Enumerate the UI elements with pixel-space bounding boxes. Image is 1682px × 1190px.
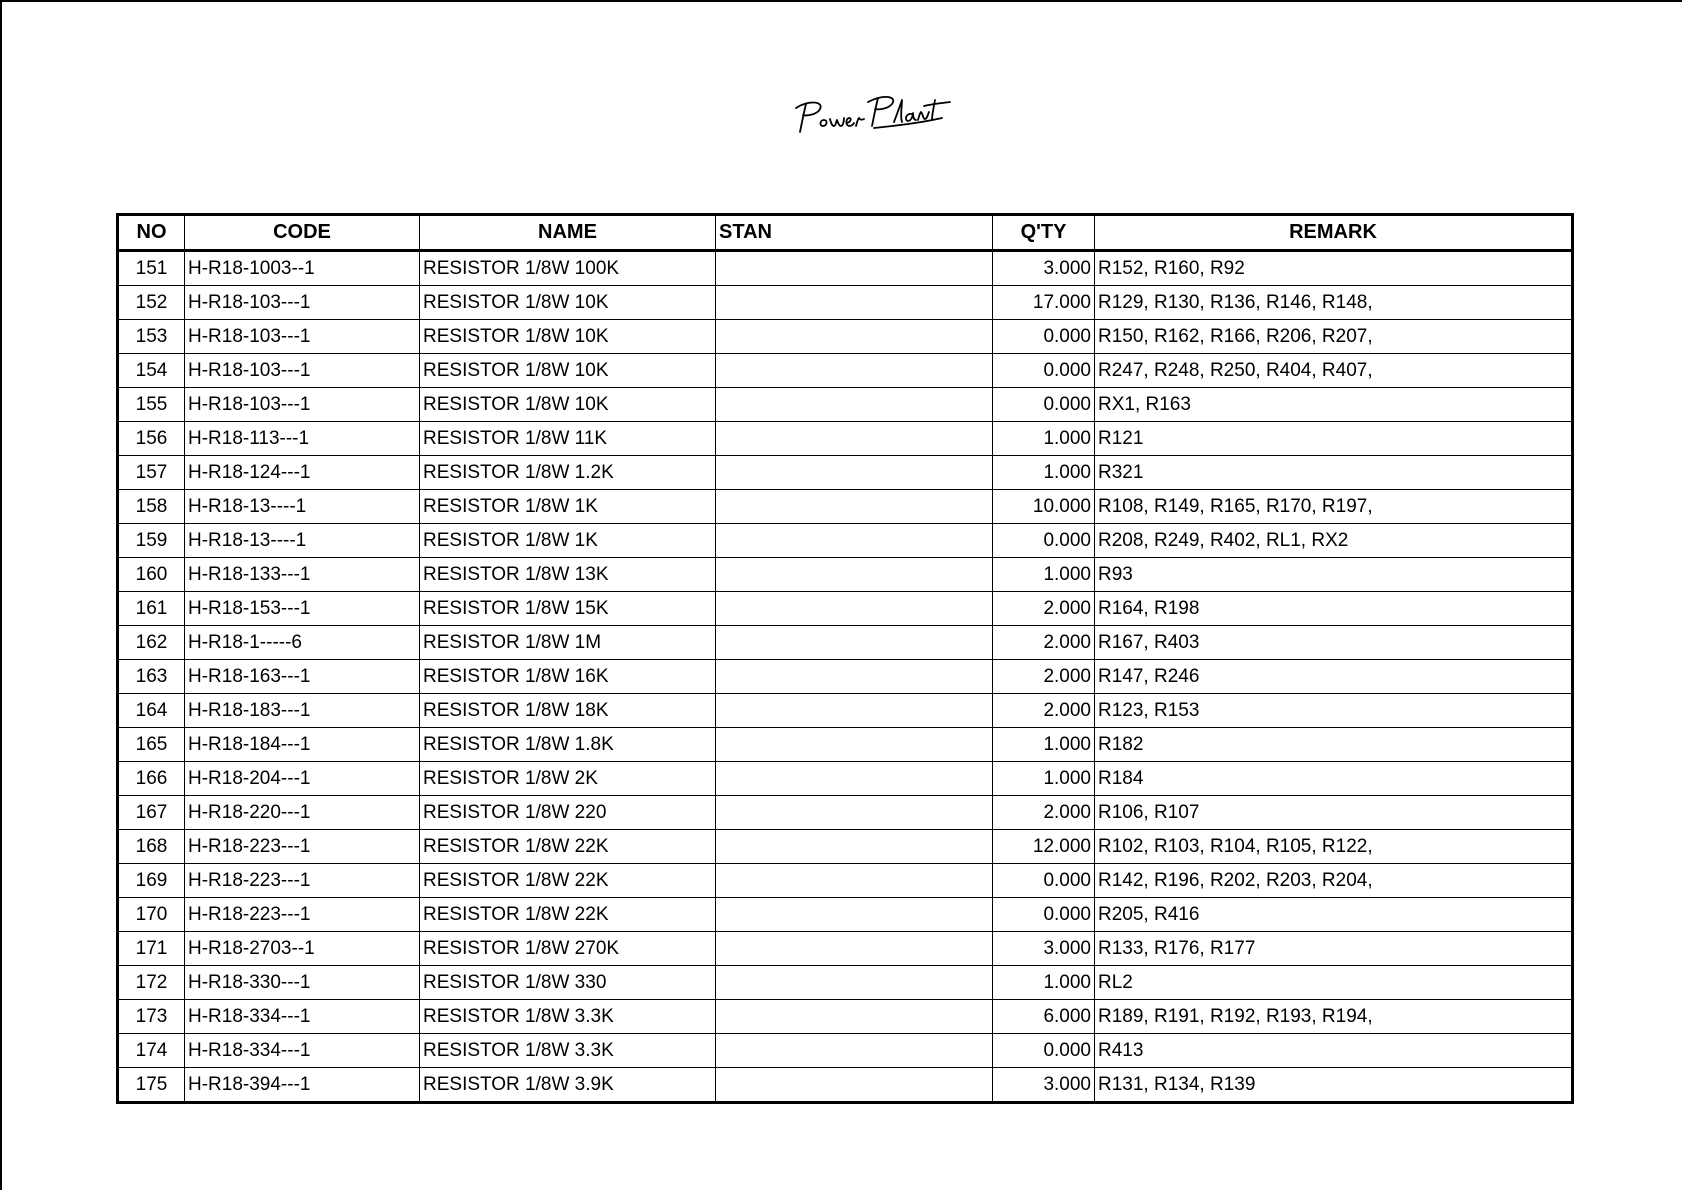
table-row — [118, 762, 1573, 796]
cell-name: RESISTOR 1/8W 10K — [420, 388, 716, 422]
cell-code: H-R18-103---1 — [185, 286, 420, 320]
cell-qty: 0.000 — [993, 1034, 1095, 1068]
cell-no: 170 — [118, 898, 185, 932]
table-row — [118, 524, 1573, 558]
cell-name: RESISTOR 1/8W 100K — [420, 251, 716, 286]
cell-code: H-R18-163---1 — [185, 660, 420, 694]
cell-name: RESISTOR 1/8W 330 — [420, 966, 716, 1000]
table-row — [118, 490, 1573, 524]
cell-remark: R142, R196, R202, R203, R204, — [1095, 864, 1573, 898]
header-name: NAME — [420, 215, 716, 251]
table-row — [118, 354, 1573, 388]
cell-remark: R129, R130, R136, R146, R148, — [1095, 286, 1573, 320]
cell-no: 151 — [118, 251, 185, 286]
cell-name: RESISTOR 1/8W 3.3K — [420, 1000, 716, 1034]
table-row — [118, 728, 1573, 762]
cell-qty: 1.000 — [993, 422, 1095, 456]
cell-stan — [716, 251, 993, 286]
cell-no: 162 — [118, 626, 185, 660]
cell-remark: R102, R103, R104, R105, R122, — [1095, 830, 1573, 864]
cell-stan — [716, 320, 993, 354]
cell-name: RESISTOR 1/8W 22K — [420, 830, 716, 864]
cell-name: RESISTOR 1/8W 1.2K — [420, 456, 716, 490]
cell-name: RESISTOR 1/8W 3.3K — [420, 1034, 716, 1068]
cell-stan — [716, 796, 993, 830]
table-row — [118, 422, 1573, 456]
table-row — [118, 1068, 1573, 1103]
cell-qty: 0.000 — [993, 524, 1095, 558]
cell-no: 166 — [118, 762, 185, 796]
cell-no: 152 — [118, 286, 185, 320]
table-row — [118, 1000, 1573, 1034]
cell-qty: 6.000 — [993, 1000, 1095, 1034]
table-row — [118, 966, 1573, 1000]
cell-no: 154 — [118, 354, 185, 388]
cell-stan — [716, 592, 993, 626]
cell-stan — [716, 1068, 993, 1103]
cell-no: 168 — [118, 830, 185, 864]
cell-name: RESISTOR 1/8W 11K — [420, 422, 716, 456]
cell-code: H-R18-183---1 — [185, 694, 420, 728]
cell-qty: 1.000 — [993, 762, 1095, 796]
table-row — [118, 796, 1573, 830]
cell-stan — [716, 422, 993, 456]
cell-code: H-R18-184---1 — [185, 728, 420, 762]
cell-remark: RL2 — [1095, 966, 1573, 1000]
cell-stan — [716, 728, 993, 762]
cell-code: H-R18-223---1 — [185, 898, 420, 932]
cell-remark: R321 — [1095, 456, 1573, 490]
cell-code: H-R18-1-----6 — [185, 626, 420, 660]
cell-code: H-R18-223---1 — [185, 864, 420, 898]
cell-no: 157 — [118, 456, 185, 490]
cell-stan — [716, 490, 993, 524]
table-row — [118, 1034, 1573, 1068]
cell-qty: 1.000 — [993, 456, 1095, 490]
cell-qty: 10.000 — [993, 490, 1095, 524]
cell-remark: R147, R246 — [1095, 660, 1573, 694]
cell-qty: 2.000 — [993, 626, 1095, 660]
table-row — [118, 830, 1573, 864]
cell-name: RESISTOR 1/8W 16K — [420, 660, 716, 694]
cell-code: H-R18-103---1 — [185, 388, 420, 422]
cell-code: H-R18-13----1 — [185, 524, 420, 558]
cell-no: 171 — [118, 932, 185, 966]
cell-code: H-R18-13----1 — [185, 490, 420, 524]
cell-qty: 2.000 — [993, 694, 1095, 728]
cell-stan — [716, 932, 993, 966]
cell-code: H-R18-133---1 — [185, 558, 420, 592]
cell-qty: 0.000 — [993, 320, 1095, 354]
cell-no: 153 — [118, 320, 185, 354]
table-row — [118, 626, 1573, 660]
table-row — [118, 660, 1573, 694]
cell-remark: R106, R107 — [1095, 796, 1573, 830]
cell-remark: R205, R416 — [1095, 898, 1573, 932]
cell-qty: 3.000 — [993, 251, 1095, 286]
cell-stan — [716, 898, 993, 932]
parts-table — [116, 213, 1574, 1104]
cell-code: H-R18-1003--1 — [185, 251, 420, 286]
cell-stan — [716, 830, 993, 864]
cell-stan — [716, 286, 993, 320]
cell-name: RESISTOR 1/8W 220 — [420, 796, 716, 830]
table-header-row — [118, 215, 1573, 251]
cell-name: RESISTOR 1/8W 1.8K — [420, 728, 716, 762]
cell-stan — [716, 762, 993, 796]
cell-stan — [716, 626, 993, 660]
cell-name: RESISTOR 1/8W 1K — [420, 524, 716, 558]
table-row — [118, 286, 1573, 320]
cell-remark: R108, R149, R165, R170, R197, — [1095, 490, 1573, 524]
cell-qty: 3.000 — [993, 1068, 1095, 1103]
cell-remark: R182 — [1095, 728, 1573, 762]
cell-qty: 3.000 — [993, 932, 1095, 966]
table-row — [118, 864, 1573, 898]
page-border-top — [0, 0, 1682, 2]
cell-stan — [716, 456, 993, 490]
cell-stan — [716, 864, 993, 898]
cell-stan — [716, 660, 993, 694]
cell-no: 175 — [118, 1068, 185, 1103]
cell-remark: R121 — [1095, 422, 1573, 456]
header-code: CODE — [185, 215, 420, 251]
cell-no: 159 — [118, 524, 185, 558]
header-qty: Q'TY — [993, 215, 1095, 251]
cell-no: 158 — [118, 490, 185, 524]
cell-stan — [716, 1034, 993, 1068]
table-row — [118, 456, 1573, 490]
cell-no: 164 — [118, 694, 185, 728]
cell-name: RESISTOR 1/8W 3.9K — [420, 1068, 716, 1103]
cell-qty: 0.000 — [993, 388, 1095, 422]
cell-qty: 0.000 — [993, 864, 1095, 898]
cell-stan — [716, 966, 993, 1000]
cell-stan — [716, 354, 993, 388]
table-row — [118, 320, 1573, 354]
cell-remark: R152, R160, R92 — [1095, 251, 1573, 286]
cell-stan — [716, 694, 993, 728]
cell-no: 169 — [118, 864, 185, 898]
cell-name: RESISTOR 1/8W 270K — [420, 932, 716, 966]
cell-code: H-R18-204---1 — [185, 762, 420, 796]
cell-remark: R123, R153 — [1095, 694, 1573, 728]
cell-name: RESISTOR 1/8W 1M — [420, 626, 716, 660]
header-remark: REMARK — [1095, 215, 1573, 251]
table-row — [118, 898, 1573, 932]
cell-no: 156 — [118, 422, 185, 456]
table-row — [118, 592, 1573, 626]
table-row — [118, 558, 1573, 592]
cell-code: H-R18-394---1 — [185, 1068, 420, 1103]
cell-no: 160 — [118, 558, 185, 592]
cell-qty: 17.000 — [993, 286, 1095, 320]
cell-code: H-R18-220---1 — [185, 796, 420, 830]
cell-no: 163 — [118, 660, 185, 694]
cell-no: 155 — [118, 388, 185, 422]
cell-code: H-R18-124---1 — [185, 456, 420, 490]
cell-name: RESISTOR 1/8W 10K — [420, 320, 716, 354]
cell-code: H-R18-2703--1 — [185, 932, 420, 966]
powerplant-logo — [790, 92, 960, 140]
table-row — [118, 251, 1573, 286]
cell-qty: 2.000 — [993, 796, 1095, 830]
cell-code: H-R18-334---1 — [185, 1034, 420, 1068]
cell-stan — [716, 388, 993, 422]
cell-name: RESISTOR 1/8W 18K — [420, 694, 716, 728]
cell-no: 174 — [118, 1034, 185, 1068]
cell-stan — [716, 524, 993, 558]
cell-no: 172 — [118, 966, 185, 1000]
cell-remark: R133, R176, R177 — [1095, 932, 1573, 966]
cell-remark: R184 — [1095, 762, 1573, 796]
cell-remark: R93 — [1095, 558, 1573, 592]
cell-stan — [716, 1000, 993, 1034]
cell-no: 173 — [118, 1000, 185, 1034]
cell-remark: R131, R134, R139 — [1095, 1068, 1573, 1103]
table-row — [118, 932, 1573, 966]
cell-qty: 1.000 — [993, 558, 1095, 592]
cell-no: 161 — [118, 592, 185, 626]
cell-name: RESISTOR 1/8W 15K — [420, 592, 716, 626]
cell-qty: 2.000 — [993, 592, 1095, 626]
cell-remark: R164, R198 — [1095, 592, 1573, 626]
cell-code: H-R18-103---1 — [185, 354, 420, 388]
cell-qty: 1.000 — [993, 728, 1095, 762]
cell-remark: R167, R403 — [1095, 626, 1573, 660]
header-no: NO — [118, 215, 185, 251]
cell-qty: 12.000 — [993, 830, 1095, 864]
cell-name: RESISTOR 1/8W 10K — [420, 286, 716, 320]
cell-code: H-R18-334---1 — [185, 1000, 420, 1034]
table-row — [118, 388, 1573, 422]
header-stan: STAN — [716, 215, 993, 251]
cell-name: RESISTOR 1/8W 2K — [420, 762, 716, 796]
cell-remark: R247, R248, R250, R404, R407, — [1095, 354, 1573, 388]
cell-qty: 0.000 — [993, 898, 1095, 932]
cell-name: RESISTOR 1/8W 22K — [420, 898, 716, 932]
cell-stan — [716, 558, 993, 592]
cell-name: RESISTOR 1/8W 1K — [420, 490, 716, 524]
cell-no: 165 — [118, 728, 185, 762]
cell-remark: R208, R249, R402, RL1, RX2 — [1095, 524, 1573, 558]
cell-qty: 0.000 — [993, 354, 1095, 388]
cell-code: H-R18-113---1 — [185, 422, 420, 456]
cell-no: 167 — [118, 796, 185, 830]
cell-code: H-R18-223---1 — [185, 830, 420, 864]
page-border-left — [0, 0, 2, 1190]
cell-remark: R413 — [1095, 1034, 1573, 1068]
cell-remark: R150, R162, R166, R206, R207, — [1095, 320, 1573, 354]
cell-remark: RX1, R163 — [1095, 388, 1573, 422]
cell-name: RESISTOR 1/8W 13K — [420, 558, 716, 592]
table-row — [118, 694, 1573, 728]
cell-remark: R189, R191, R192, R193, R194, — [1095, 1000, 1573, 1034]
cell-code: H-R18-103---1 — [185, 320, 420, 354]
cell-name: RESISTOR 1/8W 22K — [420, 864, 716, 898]
cell-qty: 1.000 — [993, 966, 1095, 1000]
cell-qty: 2.000 — [993, 660, 1095, 694]
cell-name: RESISTOR 1/8W 10K — [420, 354, 716, 388]
cell-code: H-R18-330---1 — [185, 966, 420, 1000]
cell-code: H-R18-153---1 — [185, 592, 420, 626]
